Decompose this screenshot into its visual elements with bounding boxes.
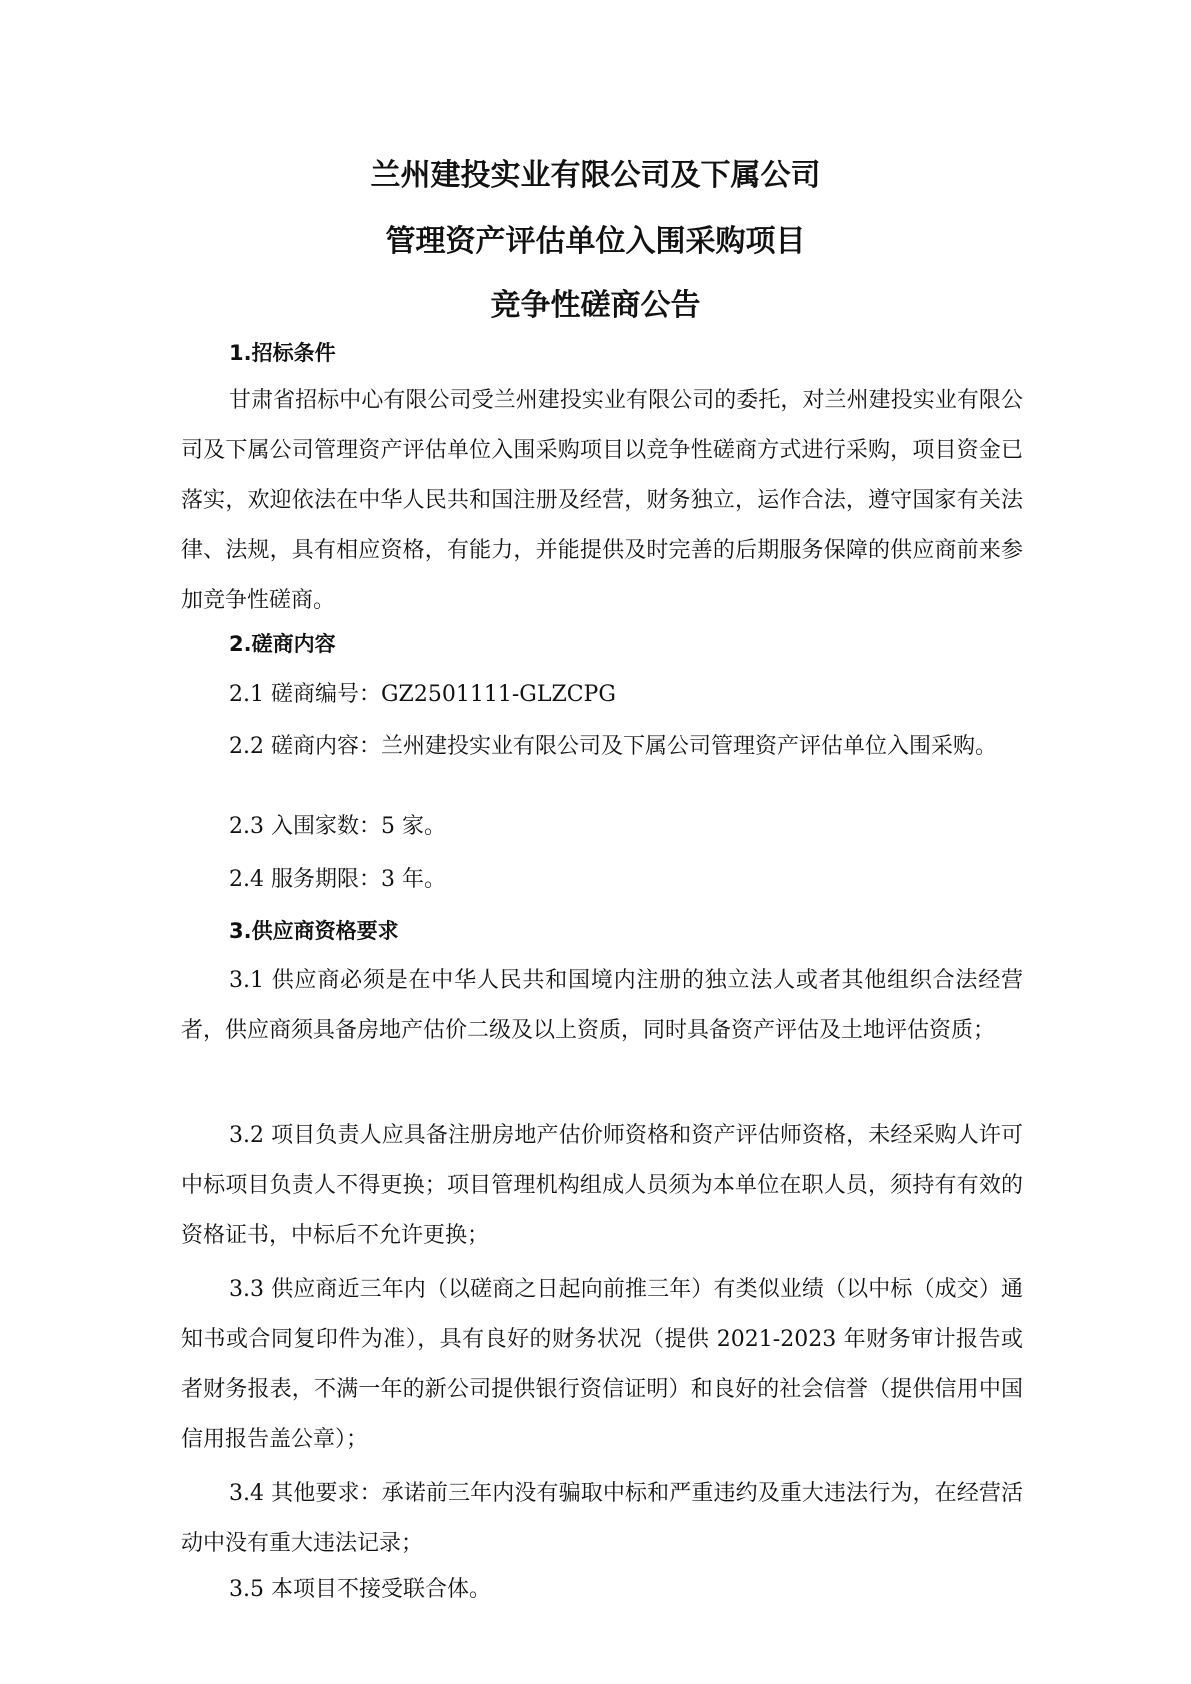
qualification-item: 3.1 供应商必须是在中华人民共和国境内注册的独立法人或者其他组织合法经营者，供应商须具备房地产估价二级及以上资质，同时具备资产评估及土地评估资质； [181, 968, 1023, 1043]
section-heading-bidding-conditions: 1.招标条件 [229, 341, 336, 365]
document-title-line-3: 竞争性磋商公告 [490, 288, 701, 323]
qualification-item: 3.2 项目负责人应具备注册房地产估价师资格和资产评估师资格，未经采购人许可中标项目负责人不得更换；项目管理机构组成人员须为本单位在职人员，须持有有效的资格证书，中标后不允许更换； [181, 1123, 1023, 1248]
qualification-item: 3.3 供应商近三年内（以磋商之日起向前推三年）有类似业绩（以中标（成交）通知书或合同复印件为准），具有良好的财务状况（提供 2021-2023 年财务审计报告或者财务报表，不满一年的新公司提供银行资信证明）和良好的社会信誉（提供信用中国信用报告盖公章）； [181, 1277, 1023, 1452]
section-heading-consultation-content: 2.磋商内容 [229, 632, 336, 656]
consultation-number-item: 2.1 磋商编号：GZ2501111-GLZCPG [229, 682, 616, 707]
shortlist-count-item: 2.3 入围家数：5 家。 [229, 814, 446, 839]
service-period-item: 2.4 服务期限：3 年。 [229, 867, 446, 892]
qualification-item: 3.5 本项目不接受联合体。 [229, 1577, 491, 1602]
consultation-content-item: 2.2 磋商内容：兰州建投实业有限公司及下属公司管理资产评估单位入围采购。 [229, 734, 997, 759]
section-heading-supplier-qualifications: 3.供应商资格要求 [229, 919, 399, 943]
section-paragraph-bidding-conditions: 甘肃省招标中心有限公司受兰州建投实业有限公司的委托，对兰州建投实业有限公司及下属公司管理资产评估单位入围采购项目以竞争性磋商方式进行采购，项目资金已落实，欢迎依法在中华人民共和国注册及经营，财务独立，运作合法，遵守国家有关法律、法规，具有相应资格，有能力，并能提供及时完善的后期服务保障的供应商前来参加竞争性磋商。 [181, 388, 1023, 613]
document-title-line-1: 兰州建投实业有限公司及下属公司 [370, 158, 821, 193]
qualification-item: 3.4 其他要求：承诺前三年内没有骗取中标和严重违约及重大违法行为，在经营活动中没有重大违法记录； [181, 1481, 1023, 1556]
document-title-line-2: 管理资产评估单位入围采购项目 [385, 224, 806, 259]
